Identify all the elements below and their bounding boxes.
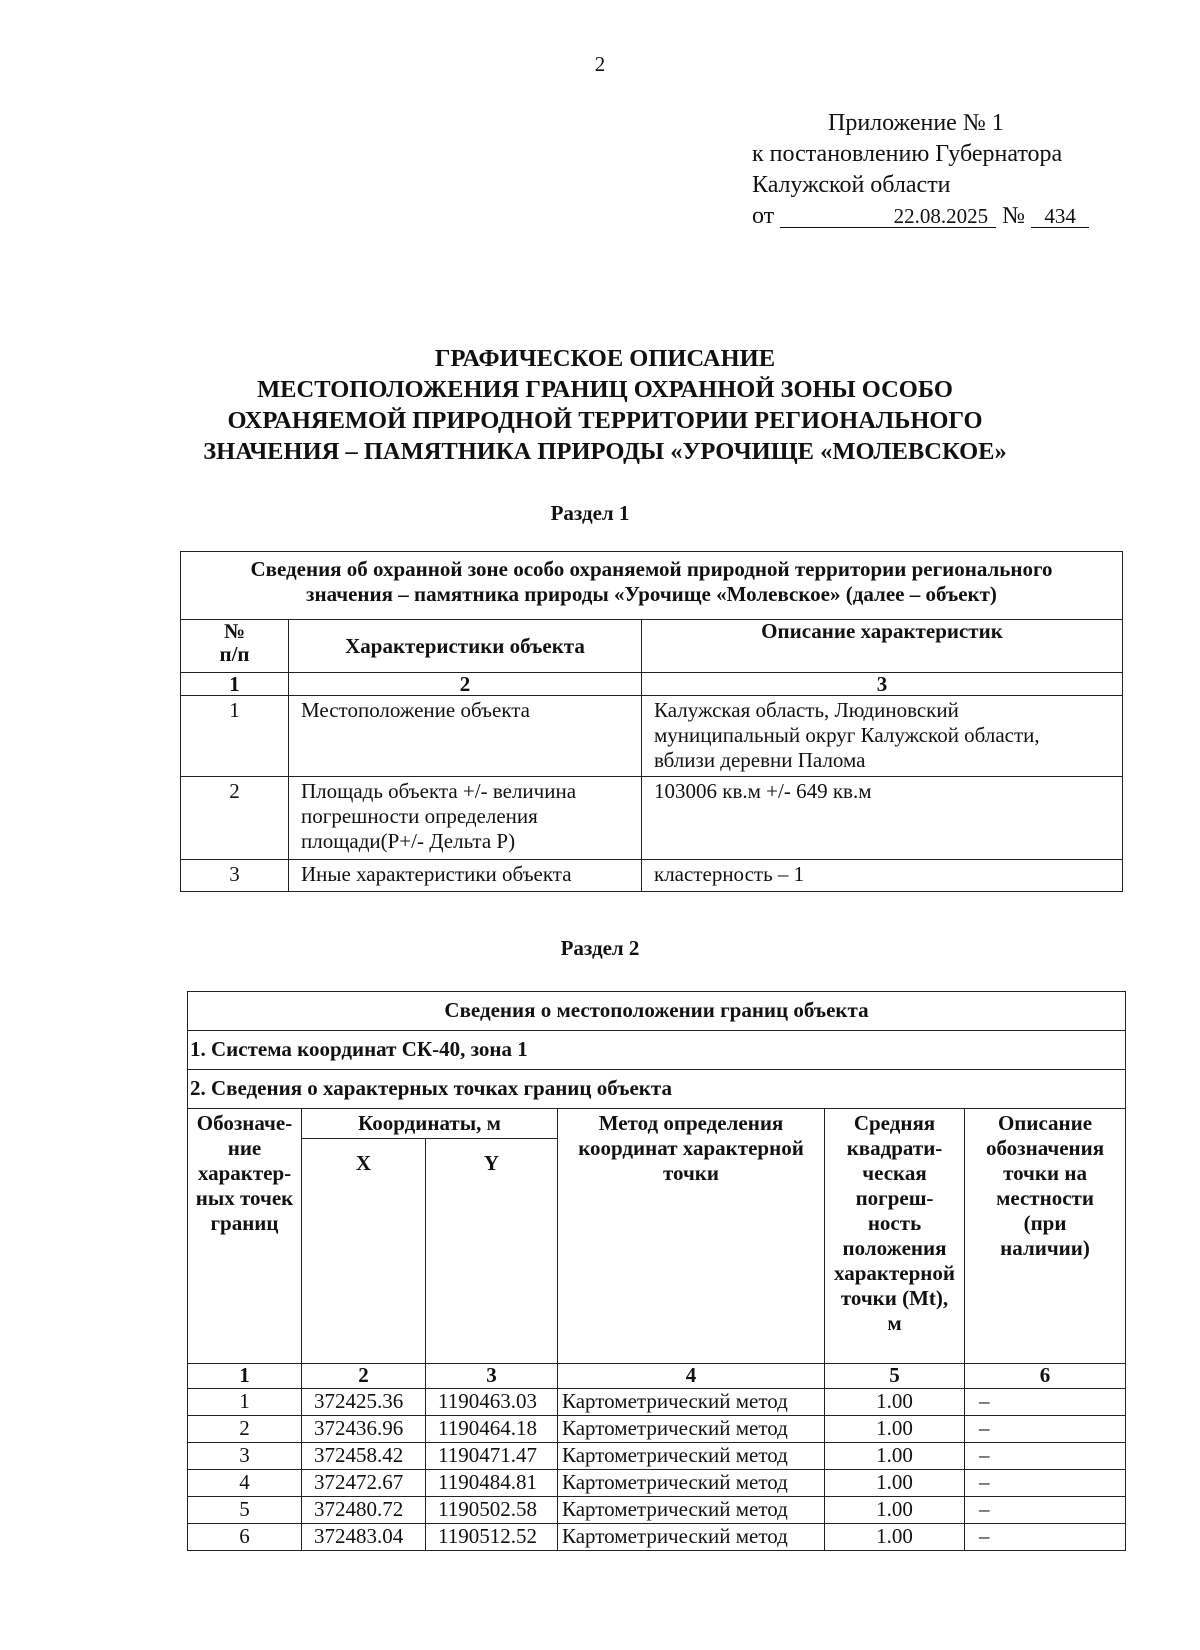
point-id: 2 xyxy=(188,1416,302,1443)
point-method: Картометрический метод xyxy=(558,1524,825,1551)
header-y: Y xyxy=(426,1139,558,1364)
header-description: Описание характеристик xyxy=(642,620,1123,673)
row-number: 3 xyxy=(181,860,289,892)
object-info-table xyxy=(180,551,1123,892)
header-method xyxy=(558,1109,825,1364)
header-mean-error xyxy=(825,1109,965,1364)
table-row xyxy=(181,777,1123,860)
column-number: 1 xyxy=(188,1364,302,1389)
header-line: точки на xyxy=(1003,1161,1087,1185)
table-row xyxy=(188,1416,1126,1443)
appendix-line-1: Приложение № 1 xyxy=(828,110,1004,136)
cell-line: вблизи деревни Палома xyxy=(654,748,866,772)
header-designation xyxy=(188,1109,302,1364)
header-line: наличии) xyxy=(1000,1236,1090,1260)
row-value xyxy=(642,860,1123,892)
section-1-heading: Раздел 1 xyxy=(550,501,630,525)
boundary-points-table xyxy=(187,991,1126,1551)
appendix-number: 434 xyxy=(1031,205,1089,228)
row-characteristic xyxy=(289,696,642,777)
point-description: – xyxy=(965,1389,1126,1416)
header-line: обозначения xyxy=(985,1136,1105,1160)
table-row xyxy=(188,1470,1126,1497)
point-x: 372425.36 xyxy=(302,1389,426,1416)
header-characteristics: Характеристики объекта xyxy=(289,620,642,673)
cell-line: Площадь объекта +/- величина xyxy=(301,779,577,803)
header-line: характер- xyxy=(197,1161,292,1185)
header-num-line: № xyxy=(223,619,246,643)
header-line: границ xyxy=(210,1211,279,1235)
row-number: 2 xyxy=(181,777,289,860)
cell-line: кластерность – 1 xyxy=(654,862,805,886)
header-line: Средняя xyxy=(853,1111,936,1135)
boundary-caption: Сведения о местоположении границ объекта xyxy=(188,992,1126,1031)
column-number: 6 xyxy=(965,1364,1126,1389)
points-title: 2. Сведения о характерных точках границ объекта xyxy=(188,1070,1126,1109)
appendix-line-2: к постановлению Губернатора xyxy=(752,141,1063,167)
point-description: – xyxy=(965,1497,1126,1524)
row-number: 1 xyxy=(181,696,289,777)
row-characteristic xyxy=(289,777,642,860)
header-line: ных точек xyxy=(195,1186,294,1210)
header-num xyxy=(181,620,289,673)
table-row xyxy=(188,1389,1126,1416)
header-x: X xyxy=(302,1139,426,1364)
title-line: ЗНАЧЕНИЯ – ПАМЯТНИКА ПРИРОДЫ «УРОЧИЩЕ «МОЛЕВСКОЕ» xyxy=(203,438,1007,465)
point-x: 372483.04 xyxy=(302,1524,426,1551)
cell-line: Иные характеристики объекта xyxy=(301,862,572,886)
point-method: Картометрический метод xyxy=(558,1497,825,1524)
header-line: характерной xyxy=(833,1261,956,1285)
page-number: 2 xyxy=(594,52,606,76)
point-mt: 1.00 xyxy=(825,1497,965,1524)
header-line: местности xyxy=(996,1186,1094,1210)
column-number: 3 xyxy=(642,673,1123,696)
table-row xyxy=(188,1497,1126,1524)
cell-line: погрешности определения xyxy=(301,804,538,828)
point-method: Картометрический метод xyxy=(558,1416,825,1443)
table-row xyxy=(181,860,1123,892)
appendix-date-line xyxy=(752,201,1089,232)
cell-line: площади(P+/- Дельта P) xyxy=(301,829,516,853)
point-description: – xyxy=(965,1524,1126,1551)
cell-line: Местоположение объекта xyxy=(301,698,531,722)
point-y: 1190512.52 xyxy=(426,1524,558,1551)
row-characteristic xyxy=(289,860,642,892)
column-number: 1 xyxy=(181,673,289,696)
point-description: – xyxy=(965,1416,1126,1443)
point-x: 372472.67 xyxy=(302,1470,426,1497)
title-line: МЕСТОПОЛОЖЕНИЯ ГРАНИЦ ОХРАННОЙ ЗОНЫ ОСОБО xyxy=(257,376,953,403)
appendix-block xyxy=(752,108,1089,232)
header-line: ность xyxy=(867,1211,922,1235)
point-y: 1190464.18 xyxy=(426,1416,558,1443)
header-line: точки xyxy=(662,1161,720,1185)
point-mt: 1.00 xyxy=(825,1389,965,1416)
point-mt: 1.00 xyxy=(825,1416,965,1443)
header-line: ние xyxy=(227,1136,262,1160)
table-row xyxy=(188,1524,1126,1551)
header-line: положения xyxy=(842,1236,947,1260)
header-line: ческая xyxy=(862,1161,927,1185)
cell-line: Калужская область, Людиновский xyxy=(654,698,959,722)
point-mt: 1.00 xyxy=(825,1443,965,1470)
point-y: 1190471.47 xyxy=(426,1443,558,1470)
point-x: 372458.42 xyxy=(302,1443,426,1470)
header-line: точки (Mt), xyxy=(840,1286,949,1310)
point-id: 1 xyxy=(188,1389,302,1416)
point-x: 372436.96 xyxy=(302,1416,426,1443)
header-line: Метод определения xyxy=(598,1111,784,1135)
document-title xyxy=(150,343,1060,467)
caption-line: Сведения об охранной зоне особо охраняемой природной территории регионального xyxy=(250,557,1053,581)
point-y: 1190484.81 xyxy=(426,1470,558,1497)
appendix-number-label: № xyxy=(1002,203,1026,229)
point-y: 1190502.58 xyxy=(426,1497,558,1524)
header-line: координат характерной xyxy=(578,1136,804,1160)
header-coordinates: Координаты, м xyxy=(302,1109,558,1139)
header-line: Описание xyxy=(997,1111,1093,1135)
header-num-line: п/п xyxy=(219,642,250,666)
point-mt: 1.00 xyxy=(825,1470,965,1497)
header-line: погреш- xyxy=(855,1186,934,1210)
table-row xyxy=(188,1443,1126,1470)
header-line: Обозначе- xyxy=(196,1111,293,1135)
appendix-date: 22.08.2025 xyxy=(780,205,996,228)
row-value xyxy=(642,696,1123,777)
point-id: 5 xyxy=(188,1497,302,1524)
appendix-from-label: от xyxy=(752,203,775,229)
title-line: ГРАФИЧЕСКОЕ ОПИСАНИЕ xyxy=(434,345,776,372)
point-y: 1190463.03 xyxy=(426,1389,558,1416)
point-id: 6 xyxy=(188,1524,302,1551)
column-number: 3 xyxy=(426,1364,558,1389)
caption-line: значения – памятника природы «Урочище «Молевское» (далее – объект) xyxy=(306,582,997,606)
column-number: 2 xyxy=(289,673,642,696)
column-number: 5 xyxy=(825,1364,965,1389)
table-row xyxy=(181,696,1123,777)
point-mt: 1.00 xyxy=(825,1524,965,1551)
cell-line: 103006 кв.м +/- 649 кв.м xyxy=(654,779,872,803)
header-line: квадрати- xyxy=(846,1136,943,1160)
point-description: – xyxy=(965,1443,1126,1470)
point-method: Картометрический метод xyxy=(558,1470,825,1497)
column-number: 2 xyxy=(302,1364,426,1389)
header-line: (при xyxy=(1023,1211,1067,1235)
point-method: Картометрический метод xyxy=(558,1443,825,1470)
object-info-caption xyxy=(181,552,1123,620)
point-method: Картометрический метод xyxy=(558,1389,825,1416)
point-id: 4 xyxy=(188,1470,302,1497)
coordinate-system: 1. Система координат СК-40, зона 1 xyxy=(188,1031,1126,1070)
header-line: м xyxy=(887,1311,902,1335)
title-line: ОХРАНЯЕМОЙ ПРИРОДНОЙ ТЕРРИТОРИИ РЕГИОНАЛЬНОГО xyxy=(227,407,983,434)
section-2-heading: Раздел 2 xyxy=(560,936,640,960)
appendix-line-3: Калужской области xyxy=(752,172,951,198)
point-x: 372480.72 xyxy=(302,1497,426,1524)
header-point-description xyxy=(965,1109,1126,1364)
point-id: 3 xyxy=(188,1443,302,1470)
cell-line: муниципальный округ Калужской области, xyxy=(654,723,1040,747)
column-number: 4 xyxy=(558,1364,825,1389)
point-description: – xyxy=(965,1470,1126,1497)
row-value xyxy=(642,777,1123,860)
